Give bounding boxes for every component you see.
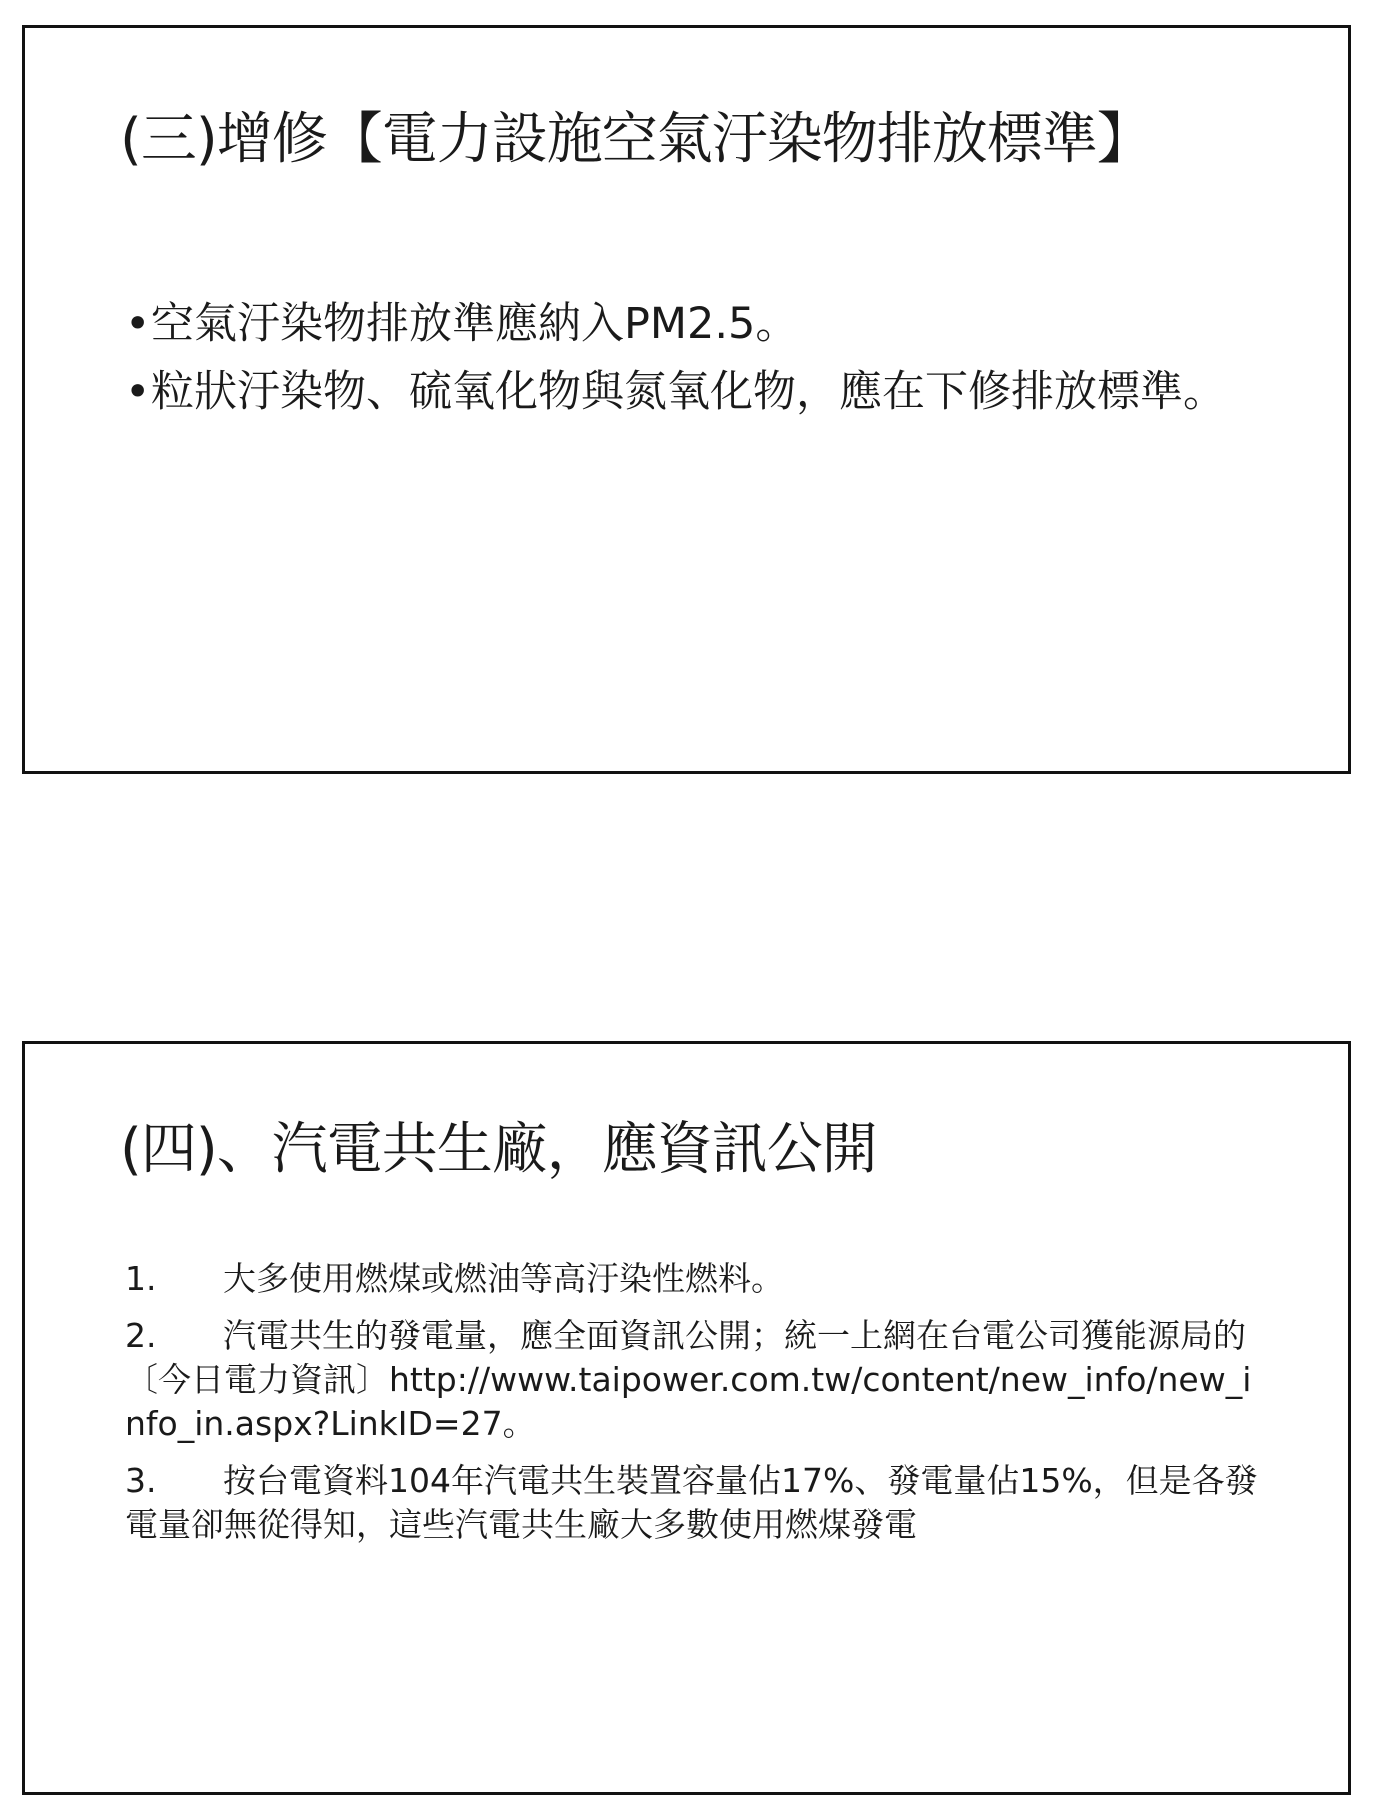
slide-2-numbered-list <box>125 1257 1265 1560</box>
list-item-number: 1. <box>125 1259 157 1298</box>
list-item-text: 汽電共生的發電量，應全面資訊公開；統一上網在台電公司獲能源局的〔今日電力資訊〕 <box>125 1316 1246 1399</box>
bullet-text: 粒狀汙染物、硫氧化物與氮氧化物，應在下修排放標準。 <box>151 367 1226 417</box>
bullet-icon: • <box>125 367 151 417</box>
taipower-link[interactable]: http://www.taipower.com.tw/content/new_info/new_info_in.aspx?LinkID=27 <box>125 1360 1252 1443</box>
list-item <box>125 1459 1265 1547</box>
slide-2 <box>22 1041 1351 1795</box>
list-item <box>125 1314 1265 1446</box>
slide-1-bullet-list <box>125 296 1285 432</box>
list-item-text: 按台電資料104年汽電共生裝置容量佔17%、發電量佔15%，但是各發電量卻無從得知，這些汽電共生廠大多數使用燃煤發電 <box>125 1461 1258 1544</box>
list-item-number: 2. <box>125 1316 157 1355</box>
slide-1-title: (三)增修【電力設施空氣汙染物排放標準】 <box>120 107 1152 172</box>
list-item-number: 3. <box>125 1461 157 1500</box>
bullet-item <box>125 296 1285 352</box>
list-item-text: 大多使用燃煤或燃油等高汙染性燃料。 <box>223 1259 784 1298</box>
list-item <box>125 1257 1265 1301</box>
bullet-item <box>125 364 1285 420</box>
bullet-text: 空氣汙染物排放準應納入PM2.5。 <box>151 299 799 349</box>
slide-2-title: (四)、汽電共生廠，應資訊公開 <box>120 1117 877 1182</box>
bullet-icon: • <box>125 299 151 349</box>
slide-1 <box>22 25 1351 774</box>
list-item-suffix: 。 <box>502 1404 536 1443</box>
